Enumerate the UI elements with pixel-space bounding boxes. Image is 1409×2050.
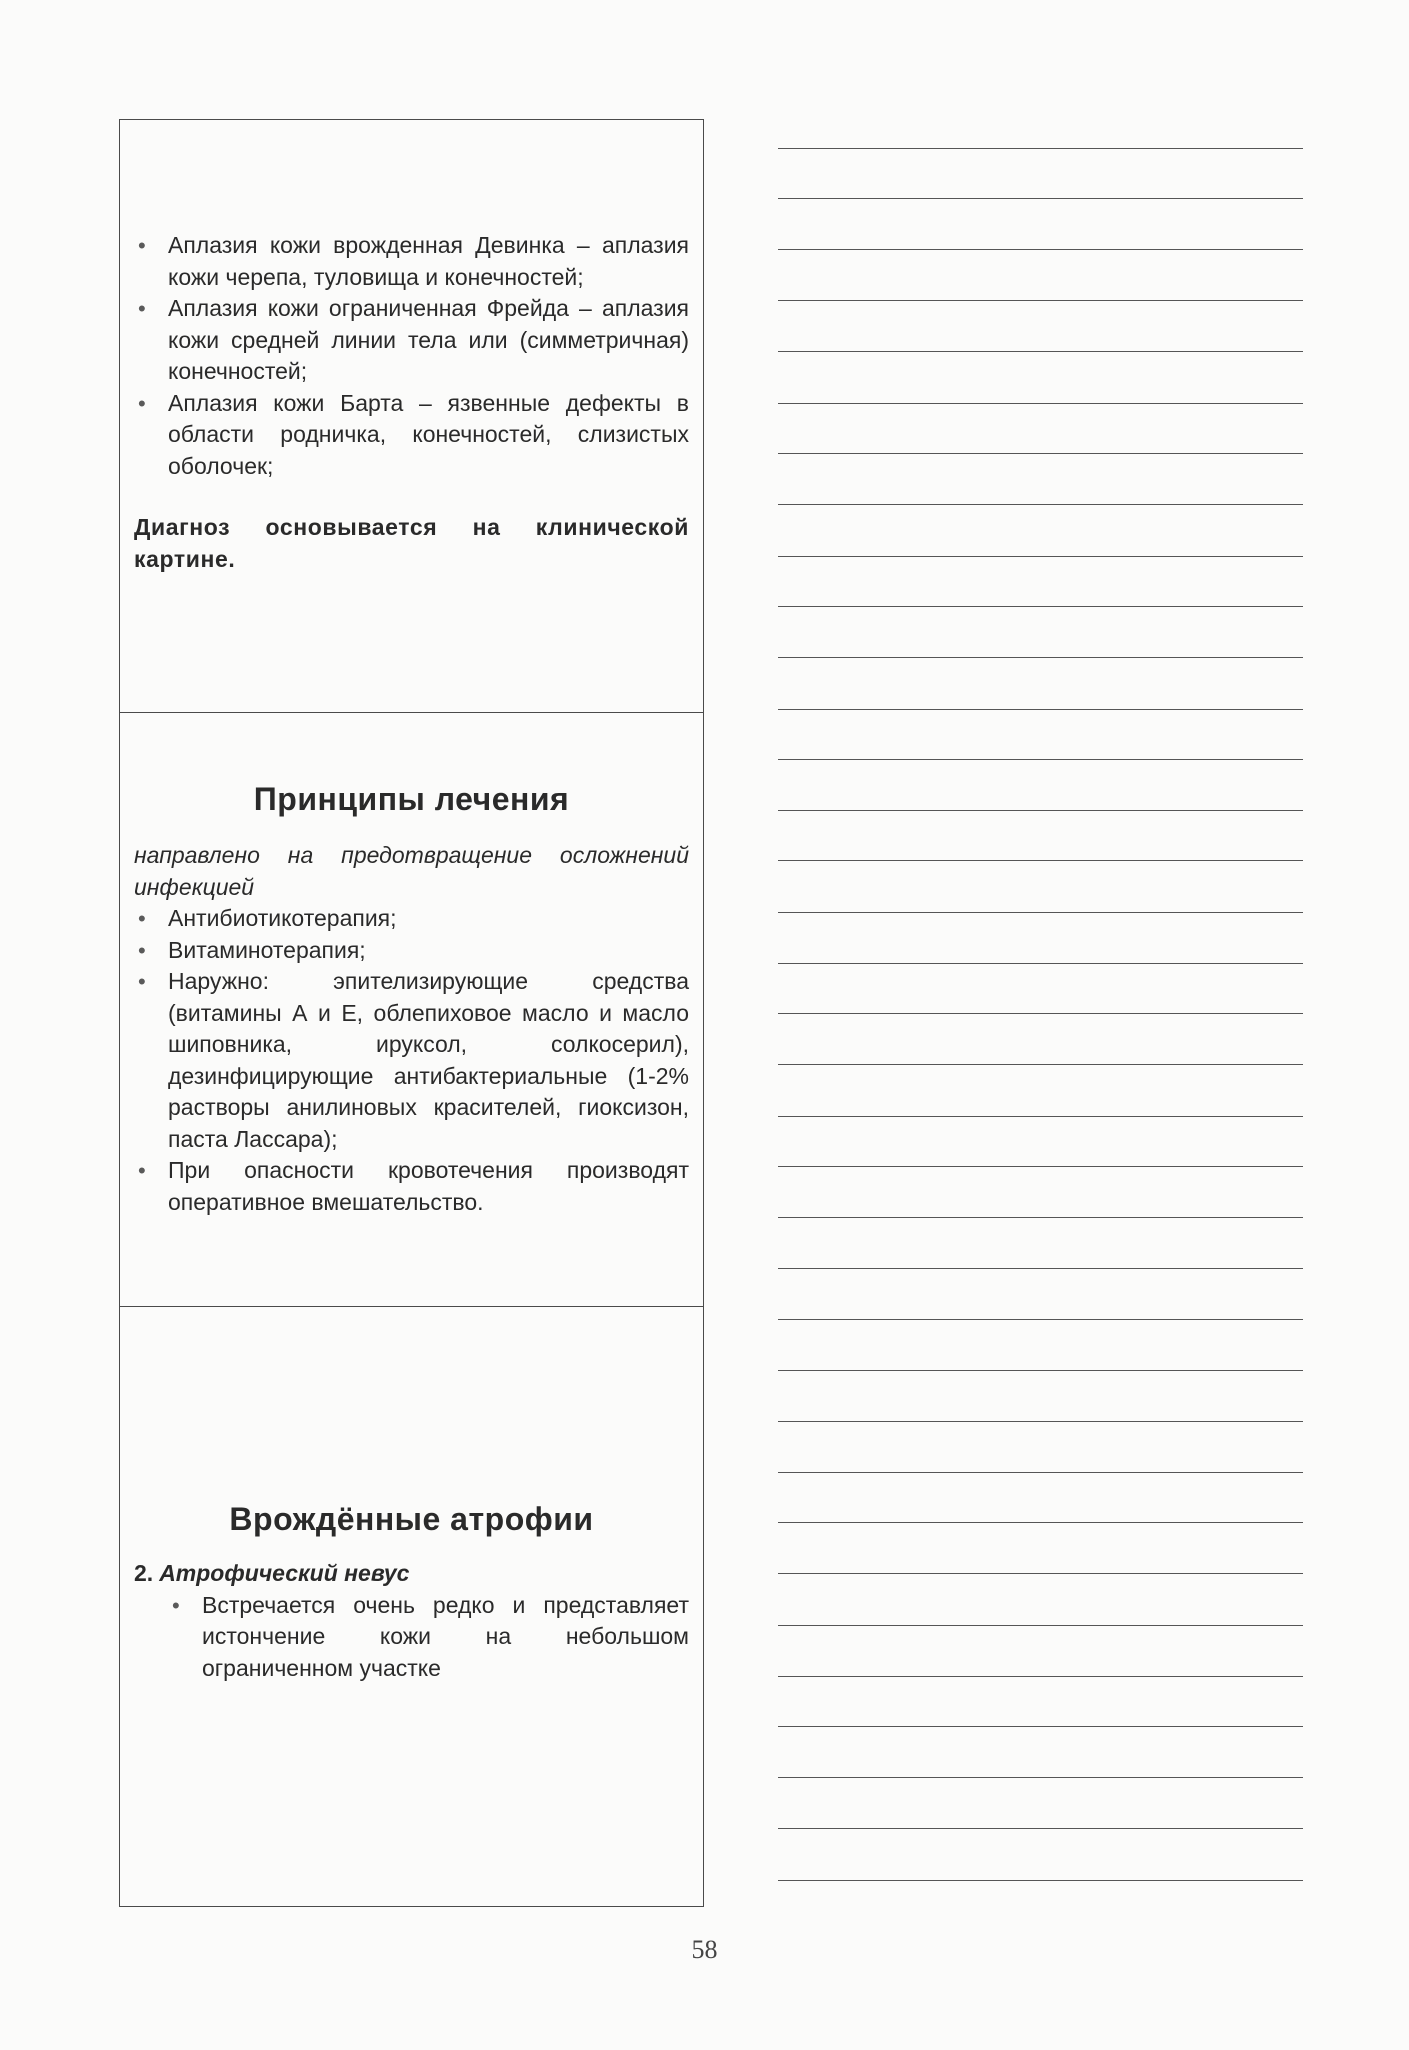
list-item: • Аплазия кожи Барта – язвенные дефекты в области родничка, конечностей, слизистых оболочек; [134, 388, 689, 483]
note-line [778, 1319, 1303, 1320]
note-line [778, 1064, 1303, 1065]
note-line [778, 1116, 1303, 1117]
note-line [778, 1472, 1303, 1473]
list-item: • Встречается очень редко и представляет истончение кожи на небольшом ограниченном участке [168, 1590, 689, 1685]
note-line [778, 810, 1303, 811]
note-line [778, 657, 1303, 658]
item-title: Атрофический невус [159, 1560, 410, 1586]
note-line [778, 453, 1303, 454]
note-line [778, 249, 1303, 250]
note-line [778, 860, 1303, 861]
note-line [778, 1268, 1303, 1269]
note-line [778, 1013, 1303, 1014]
note-line [778, 198, 1303, 199]
page-number: 58 [691, 1935, 718, 1964]
list-item: • Наружно: эпителизирующие средства (витамины А и Е, облепиховое масло и масло шиповника, ируксол, солкосерил), дезинфицирующие антибактериальные (1-2% растворы анилиновых красителей, гиоксизон, паста Лассара); [134, 966, 689, 1155]
atrophy-sublist [134, 1590, 689, 1685]
note-line [778, 556, 1303, 557]
numbered-item-title [134, 1558, 689, 1590]
note-line [778, 1880, 1303, 1881]
note-line [778, 1217, 1303, 1218]
note-line [778, 1828, 1303, 1829]
note-line [778, 1777, 1303, 1778]
note-line [778, 606, 1303, 607]
note-line [778, 1421, 1303, 1422]
note-line [778, 1370, 1303, 1371]
list-item: • Аплазия кожи врожденная Девинка – аплазия кожи черепа, туловища и конечностей; [134, 230, 689, 293]
card-treatment-principles [119, 711, 704, 1307]
item-number: 2. [134, 1560, 154, 1586]
treatment-bullet-list [134, 903, 689, 1218]
note-line [778, 963, 1303, 964]
diagnosis-text: Диагноз основывается на клинической картине. [134, 514, 689, 572]
card-congenital-atrophies [119, 1305, 704, 1907]
note-line [778, 709, 1303, 710]
treatment-intro: направлено на предотвращение осложнений инфекцией [134, 842, 689, 900]
section-heading: Врождённые атрофии [229, 1501, 594, 1537]
note-line [778, 300, 1303, 301]
aplasia-content [134, 230, 689, 575]
note-line [778, 1522, 1303, 1523]
aplasia-bullet-list [134, 230, 689, 482]
note-line [778, 148, 1303, 149]
note-line [778, 912, 1303, 913]
note-line [778, 403, 1303, 404]
note-line [778, 1676, 1303, 1677]
note-line [778, 1625, 1303, 1626]
note-line [778, 759, 1303, 760]
atrophies-content [134, 1501, 689, 1684]
note-line [778, 504, 1303, 505]
section-heading: Принципы лечения [253, 781, 570, 817]
list-item: • Антибиотикотерапия; [134, 903, 689, 935]
treatment-content [134, 781, 689, 1218]
list-item: • Витаминотерапия; [134, 935, 689, 967]
card-aplasia-types [119, 119, 704, 713]
note-line [778, 1573, 1303, 1574]
note-line [778, 1166, 1303, 1167]
note-line [778, 351, 1303, 352]
list-item: • При опасности кровотечения производят оперативное вмешательство. [134, 1155, 689, 1218]
note-line [778, 1726, 1303, 1727]
list-item: • Аплазия кожи ограниченная Фрейда – аплазия кожи средней линии тела или (симметричная) конечностей; [134, 293, 689, 388]
